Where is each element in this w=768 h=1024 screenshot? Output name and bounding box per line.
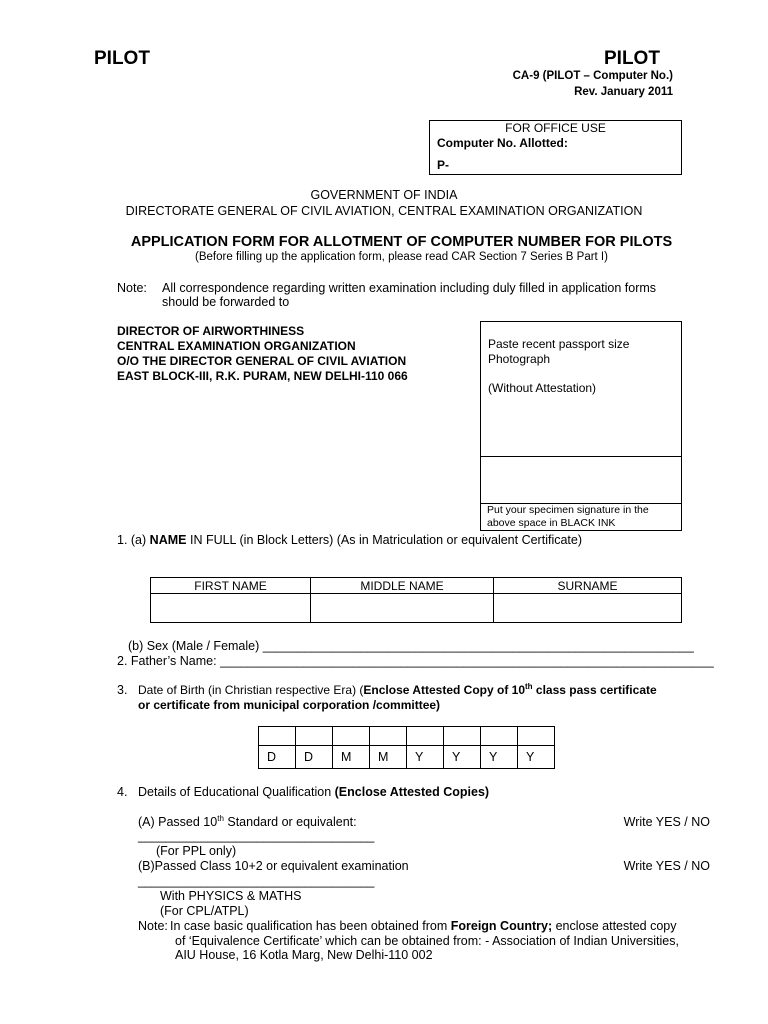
- header-left-title: PILOT: [94, 48, 150, 69]
- dob-month-cell: M: [370, 746, 407, 769]
- header-right-title: PILOT: [604, 48, 660, 69]
- q1-prefix: 1. (a): [117, 533, 147, 547]
- address-line2: CENTRAL EXAMINATION ORGANIZATION: [117, 339, 356, 353]
- q3-sup: th: [525, 682, 533, 691]
- note-label: Note:: [117, 281, 147, 295]
- sex-label: (b) Sex (Male / Female): [128, 639, 260, 653]
- q4-number: 4.: [117, 785, 128, 799]
- first-name-field[interactable]: [151, 594, 311, 623]
- q4b-answer[interactable]: Write YES / NO: [623, 859, 710, 873]
- surname-field[interactable]: [494, 594, 682, 623]
- dob-month-cell: M: [333, 746, 370, 769]
- q4a-note: (For PPL only): [156, 844, 237, 858]
- q4-note-line2: of ‘Equivalence Certificate’ which can be obtained from: - Association of Indian Universities,: [175, 934, 679, 948]
- q3-bold-b: class pass certificate: [532, 683, 657, 697]
- middle-name-field[interactable]: [311, 594, 494, 623]
- dob-input-cell[interactable]: [333, 727, 370, 746]
- q4b-note2: (For CPL/ATPL): [160, 904, 249, 918]
- revision: Rev. January 2011: [574, 86, 673, 98]
- q4-note-line3: AIU House, 16 Kotla Marg, New Delhi-110 002: [175, 948, 433, 962]
- dob-year-cell: Y: [481, 746, 518, 769]
- address-line1: DIRECTOR OF AIRWORTHINESS: [117, 324, 305, 338]
- dob-table: [258, 726, 555, 769]
- photo-line3: (Without Attestation): [488, 381, 597, 395]
- q4-heading: [138, 785, 489, 799]
- office-use-box: [429, 120, 682, 175]
- q4a-answer[interactable]: Write YES / NO: [623, 815, 710, 829]
- photo-line2: Photograph: [488, 352, 551, 366]
- q4b-note1: With PHYSICS & MATHS: [160, 889, 302, 903]
- q3-number: 3.: [117, 683, 128, 697]
- dob-input-cell[interactable]: [259, 727, 296, 746]
- q3-text: Date of Birth (in Christian respective Era) (: [138, 683, 364, 697]
- q4a-sup: th: [217, 813, 224, 823]
- dob-input-cell[interactable]: [296, 727, 333, 746]
- form-title: APPLICATION FORM FOR ALLOTMENT OF COMPUTER NUMBER FOR PILOTS: [130, 234, 673, 250]
- q4a-line[interactable]: __________________________________: [138, 829, 375, 843]
- form-subtitle: (Before filling up the application form, please read CAR Section 7 Series B Part I): [195, 251, 608, 263]
- q4b-line[interactable]: __________________________________: [138, 874, 375, 888]
- q4b-label: (B)Passed Class 10+2 or equivalent examination: [138, 859, 409, 873]
- middle-name-header: MIDDLE NAME: [311, 578, 494, 594]
- dob-year-cell: Y: [518, 746, 555, 769]
- q3-bold-a: Enclose Attested Copy of 10: [363, 683, 526, 697]
- q4a-label: [138, 815, 357, 829]
- org-line1: GOVERNMENT OF INDIA: [310, 188, 458, 202]
- dob-day-cell: D: [296, 746, 333, 769]
- q4-note-text-b: enclose attested copy: [552, 919, 677, 933]
- name-table: [150, 577, 682, 623]
- dob-year-cell: Y: [407, 746, 444, 769]
- father-name-label: 2. Father’s Name:: [117, 654, 217, 668]
- computer-no-prefix: P-: [437, 158, 449, 172]
- q4-bold: (Enclose Attested Copies): [334, 785, 490, 799]
- note-line2: should be forwarded to: [162, 295, 290, 309]
- signature-divider-top: [481, 456, 681, 457]
- note-line1: All correspondence regarding written examination including duly filled in application forms: [162, 281, 657, 295]
- q4a-rest: Standard or equivalent:: [223, 815, 357, 829]
- father-name-row: [117, 654, 714, 668]
- q3-line2: or certificate from municipal corporation /committee): [138, 698, 441, 712]
- photo-line1: Paste recent passport size: [488, 337, 630, 351]
- dob-input-cell[interactable]: [481, 727, 518, 746]
- org-line2: DIRECTORATE GENERAL OF CIVIL AVIATION, CENTRAL EXAMINATION ORGANIZATION: [125, 204, 643, 218]
- sex-field[interactable]: ______________________________________________________________: [262, 639, 694, 653]
- dob-input-cell[interactable]: [407, 727, 444, 746]
- father-name-field[interactable]: _______________________________________________________________________: [220, 654, 714, 668]
- office-use-heading: FOR OFFICE USE: [505, 121, 606, 135]
- dob-input-cell[interactable]: [444, 727, 481, 746]
- q3-line1: [138, 683, 657, 697]
- signature-line1: Put your specimen signature in the: [487, 504, 649, 516]
- surname-header: SURNAME: [494, 578, 682, 594]
- q4-note-bold: Foreign Country;: [450, 919, 553, 933]
- address-line4: EAST BLOCK-III, R.K. PURAM, NEW DELHI-110 066: [117, 369, 408, 383]
- first-name-header: FIRST NAME: [151, 578, 311, 594]
- form-code: CA-9 (PILOT – Computer No.): [512, 70, 673, 82]
- dob-input-cell[interactable]: [370, 727, 407, 746]
- signature-line2: above space in BLACK INK: [487, 517, 616, 529]
- q1-label: [117, 533, 582, 547]
- q4-text: Details of Educational Qualification: [138, 785, 335, 799]
- sex-row: [128, 639, 694, 653]
- dob-year-cell: Y: [444, 746, 481, 769]
- q4-note-text-a: In case basic qualification has been obtained from: [170, 919, 451, 933]
- q1-name-bold: NAME: [149, 533, 187, 547]
- q1-rest: IN FULL (in Block Letters) (As in Matriculation or equivalent Certificate): [189, 533, 583, 547]
- address-line3: O/O THE DIRECTOR GENERAL OF CIVIL AVIATION: [117, 354, 407, 368]
- dob-input-cell[interactable]: [518, 727, 555, 746]
- q4-note-label: Note:: [138, 919, 168, 933]
- q4a-text: (A) Passed 10: [138, 815, 218, 829]
- computer-no-label: Computer No. Allotted:: [437, 136, 568, 150]
- dob-day-cell: D: [259, 746, 296, 769]
- q4-note-line1: [170, 919, 677, 933]
- photo-signature-box: [480, 321, 682, 531]
